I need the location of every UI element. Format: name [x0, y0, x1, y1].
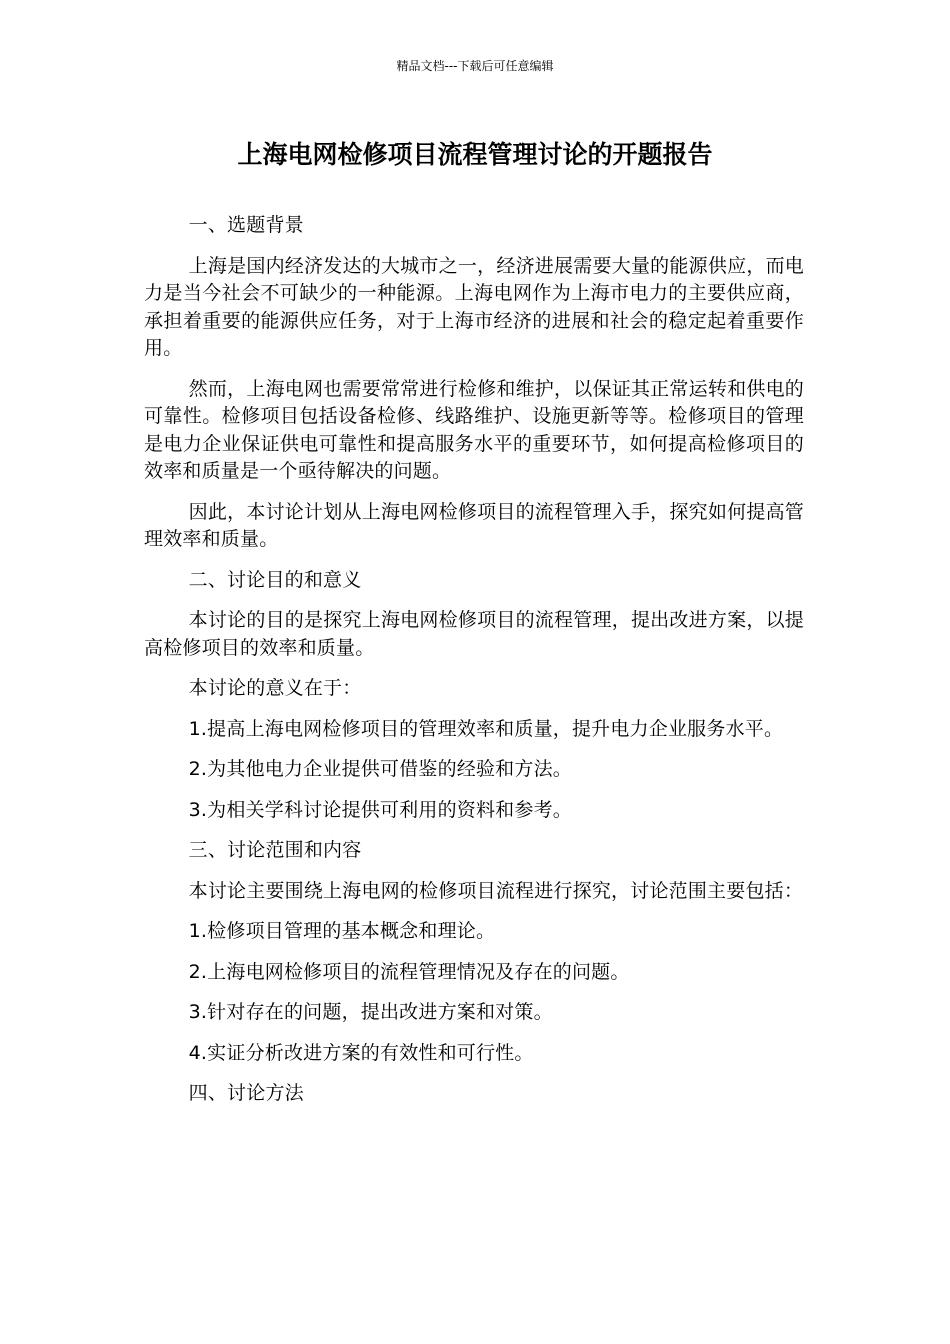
section-heading-background: 一、选题背景 [188, 214, 304, 236]
section-heading-method: 四、讨论方法 [188, 1082, 304, 1104]
paragraph: 本讨论的意义在于： [188, 677, 362, 699]
section-heading-purpose: 二、讨论目的和意义 [188, 568, 362, 591]
page-header: 精品文档---下载后可任意编辑 [396, 59, 554, 73]
list-item: 4.实证分析改进方案的有效性和可行性。 [188, 1041, 534, 1064]
paragraph: 上海是国内经济发达的大城市之一，经济进展需要大量的能源供应，而电力是当今社会不可缺少的一种能源。上海电网作为上海市电力的主要供应商，承担着重要的能源供应任务，对于上海市经济的进展和社会的稳定起着重要作用。 [144, 254, 804, 359]
list-item: 3.为相关学科讨论提供可利用的资料和参考。 [188, 798, 572, 821]
list-item: 2.为其他电力企业提供可借鉴的经验和方法。 [188, 758, 572, 780]
section-heading-scope: 三、讨论范围和内容 [188, 839, 362, 861]
list-item: 1.提高上海电网检修项目的管理效率和质量，提升电力企业服务水平。 [188, 717, 784, 740]
paragraph: 然而，上海电网也需要常常进行检修和维护，以保证其正常运转和供电的可靠性。检修项目包括设备检修、线路维护、设施更新等等。检修项目的管理是电力企业保证供电可靠性和提高服务水平的重要环节，如何提高检修项目的效率和质量是一个亟待解决的问题。 [144, 377, 804, 482]
list-item: 3.针对存在的问题，提出改进方案和对策。 [188, 1001, 553, 1023]
paragraph: 本讨论的目的是探究上海电网检修项目的流程管理，提出改进方案，以提高检修项目的效率和质量。 [144, 609, 804, 659]
paragraph: 因此，本讨论计划从上海电网检修项目的流程管理入手，探究如何提高管理效率和质量。 [144, 500, 804, 550]
paragraph: 本讨论主要围绕上海电网的检修项目流程进行探究，讨论范围主要包括： [188, 879, 804, 902]
document-body [144, 212, 804, 1121]
document-title: 上海电网检修项目流程管理讨论的开题报告 [237, 140, 713, 169]
list-item: 1.检修项目管理的基本概念和理论。 [188, 920, 496, 942]
list-item: 2.上海电网检修项目的流程管理情况及存在的问题。 [188, 960, 630, 983]
